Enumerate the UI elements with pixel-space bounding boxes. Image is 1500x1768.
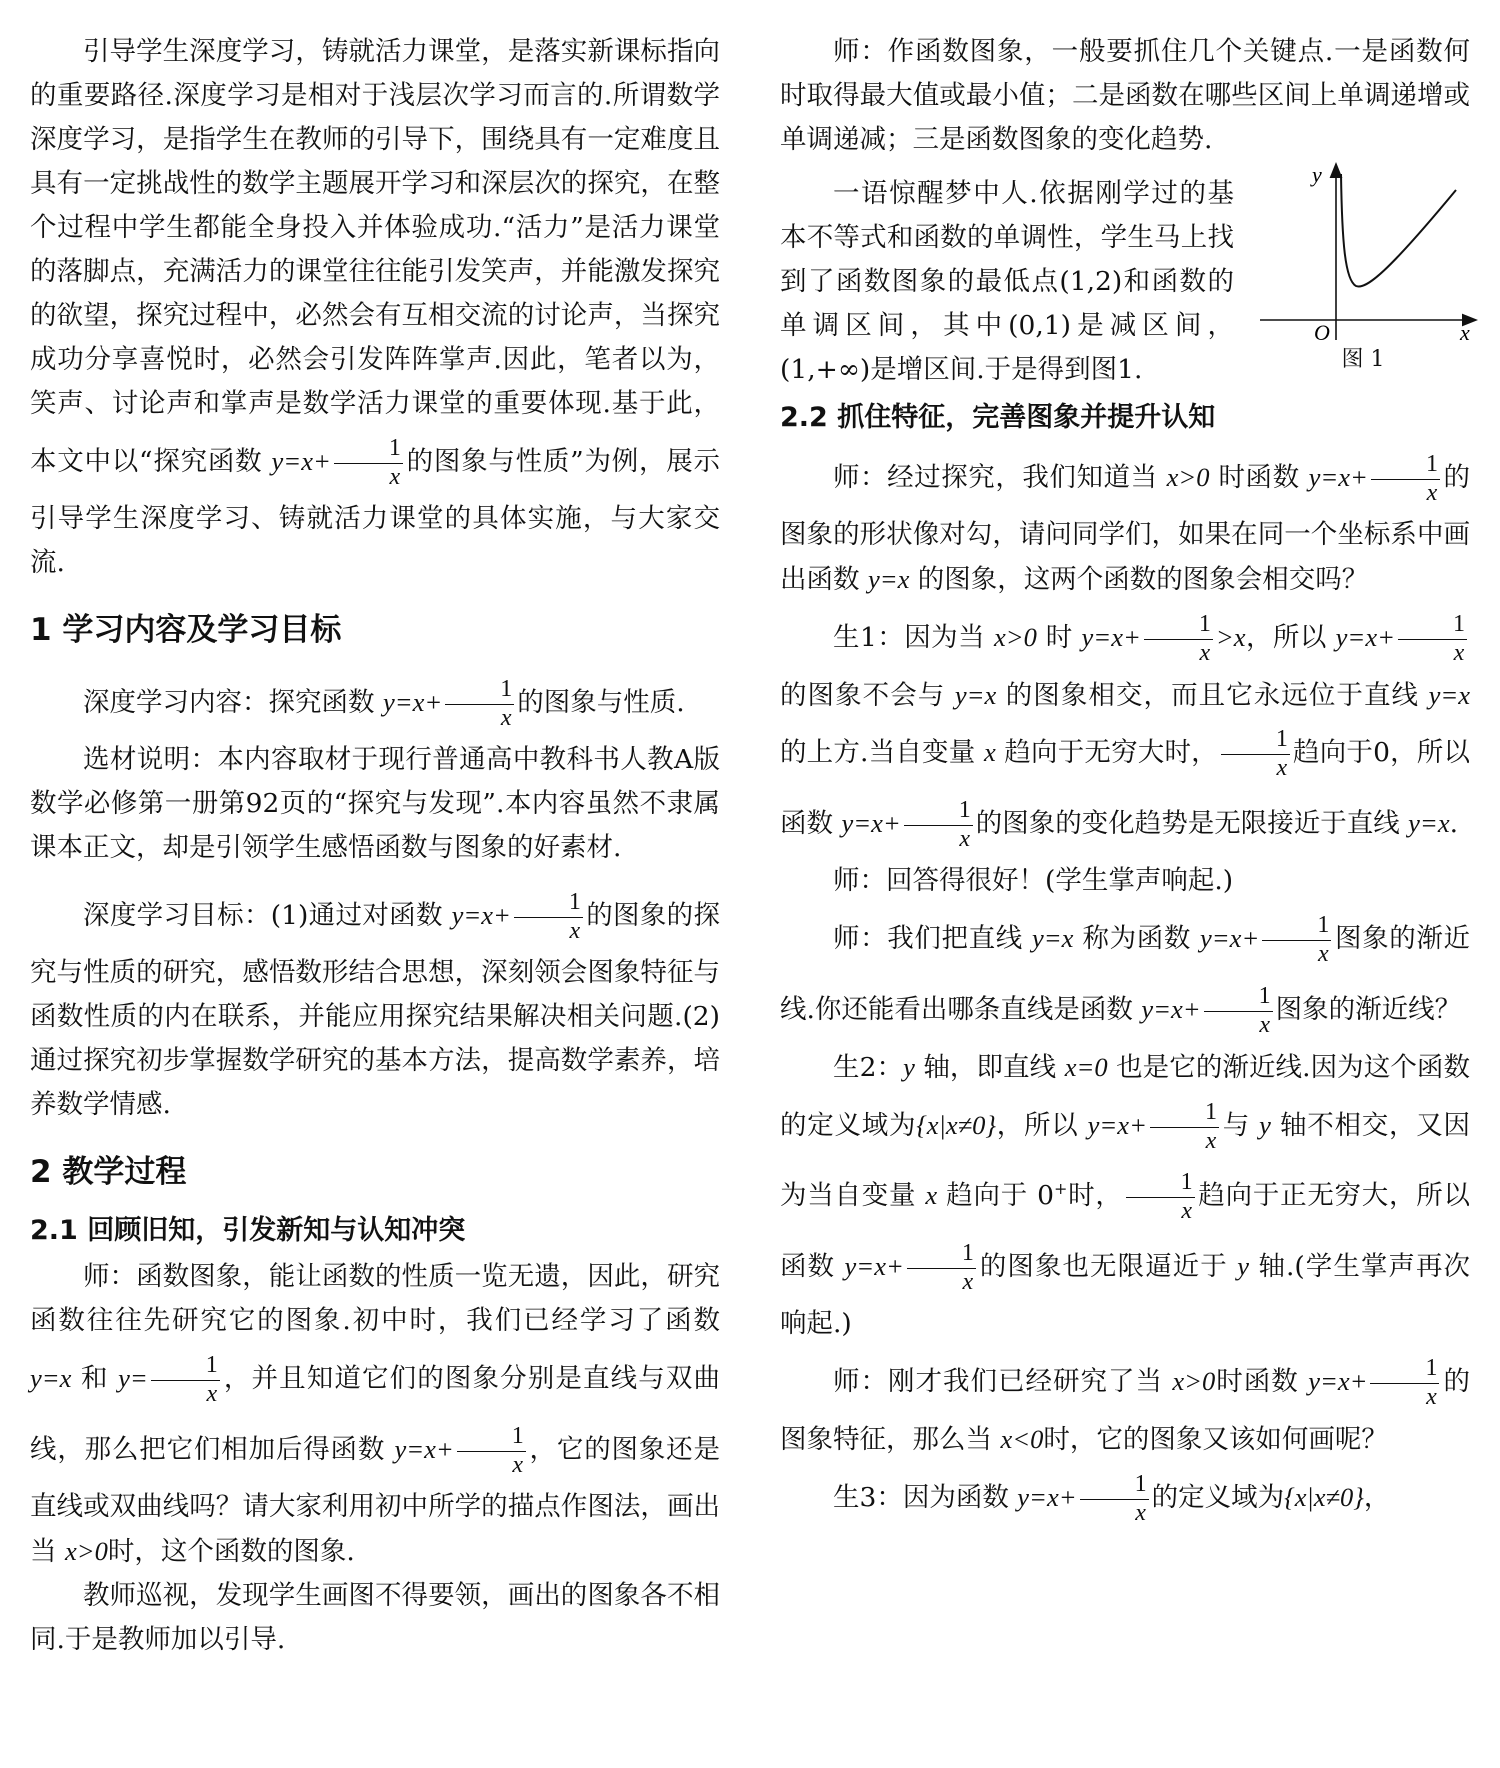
fraction-1-over-x: $\frac{1}{x}$ [1080, 1471, 1149, 1527]
fraction-1-over-x: $\frac{1}{x}$ [334, 435, 403, 491]
y-axis-label: y [1312, 162, 1322, 187]
student-2-answer-paragraph: 生2：y 轴，即直线 x=0 也是它的渐近线.因为这个函数的定义域为{x|x≠0}，所以 y=x+ $\frac{1}{x}$ 与 y 轴不相交，又因为当自变量 x 趋向于 0+时， $\frac{1}{x}$ 趋向于正无穷大，所以函数 y=x+ $\frac{1}{x}$ 的图象也无限逼近于 y 轴.(学生掌声再次响起.) [780, 1052, 1470, 1339]
student-insight-paragraph: 一语惊醒梦中人.依据刚学过的基本不等式和函数的单调性，学生马上找到了函数图象的最低点(1,2)和函数的单调区间，其中(0,1)是减区间，(1,+∞)是增区间.于是得到图1. [780, 178, 1234, 385]
teacher-praise-paragraph: 师：回答得很好！(学生掌声响起.) [833, 865, 1234, 896]
fraction-1-over-x: $\frac{1}{x}$ [1144, 611, 1213, 667]
function-graph [1248, 162, 1478, 342]
origin-label: O [1314, 320, 1330, 342]
fraction-1-over-x: $\frac{1}{x}$ [1221, 726, 1290, 782]
teacher-asymptote-paragraph: 师：我们把直线 y=x 称为函数 y=x+ $\frac{1}{x}$ 图象的渐近线.你还能看出哪条直线是函数 y=x+ $\frac{1}{x}$ 图象的渐近线？ [780, 911, 1470, 1038]
teacher-review-paragraph: 师：函数图象，能让函数的性质一览无遗，因此，研究函数往往先研究它的图象.初中时，我们已经学习了函数 y=x 和 y= $\frac{1}{x}$ ，并且知道它们的图象分别是直线与双曲线，那么把它们相加后得函数 y=x+ $\frac{1}{x}$ ，它的图象还是直线或双曲线吗？请大家利用初中所学的描点作图法，画出当 x>0时，这个函数的图象. [30, 1261, 720, 1567]
teacher-keypoints-paragraph: 师：作函数图象，一般要抓住几个关键点.一是函数何时取得最大值或最小值；二是函数在哪些区间上单调递增或单调递减；三是函数图象的变化趋势. [780, 36, 1470, 155]
fraction-1-over-x: $\frac{1}{x}$ [151, 1352, 220, 1408]
student-3-answer-paragraph: 生3：因为函数 y=x+ $\frac{1}{x}$ 的定义域为{x|x≠0}， [833, 1470, 1391, 1526]
function-curve [1341, 174, 1456, 287]
student-1-answer-paragraph: 生1：因为当 x>0 时 y=x+ $\frac{1}{x}$ >x，所以 y=x+ $\frac{1}{x}$ 的图象不会与 y=x 的图象相交，而且它永远位于直线 y=x 的上方.当自变量 x 趋向于无穷大时， $\frac{1}{x}$ 趋向于0，所以函数 y=x+ $\frac{1}{x}$ 的图象的变化趋势是无限接近于直线 y=x. [780, 610, 1470, 852]
fraction-1-over-x: $\frac{1}{x}$ [1126, 1169, 1195, 1225]
fraction-1-over-x: $\frac{1}{x}$ [1150, 1099, 1219, 1155]
material-note-paragraph: 选材说明：本内容取材于现行普通高中教科书人教A版数学必修第一册第92页的“探究与发现”.本内容虽然不隶属课本正文，却是引领学生感悟函数与图象的好素材. [30, 744, 720, 863]
fraction-1-over-x: $\frac{1}{x}$ [514, 889, 583, 945]
teacher-question-paragraph: 师：经过探究，我们知道当 x>0 时函数 y=x+ $\frac{1}{x}$ 的图象的形状像对勾，请问同学们，如果在同一个坐标系中画出函数 y=x 的图象，这两个函数的图象会相交吗？ [780, 450, 1470, 595]
left-column [30, 30, 720, 1662]
fraction-1-over-x: $\frac{1}{x}$ [1398, 611, 1467, 667]
teacher-negative-question-paragraph: 师：刚才我们已经研究了当 x>0时函数 y=x+ $\frac{1}{x}$ 的图象特征，那么当 x<0时，它的图象又该如何画呢？ [780, 1354, 1470, 1455]
fraction-1-over-x: $\frac{1}{x}$ [1370, 1355, 1439, 1411]
right-column [780, 30, 1470, 1533]
fraction-1-over-x: $\frac{1}{x}$ [1204, 983, 1273, 1039]
fraction-1-over-x: $\frac{1}{x}$ [445, 676, 514, 732]
intro-paragraph: 引导学生深度学习，铸就活力课堂，是落实新课标指向的重要路径.深度学习是相对于浅层次学习而言的.所谓数学深度学习，是指学生在教师的引导下，围绕具有一定难度且具有一定挑战性的数学主题展开学习和深层次的探究，在整个过程中学生都能全身投入并体验成功.“活力”是活力课堂的落脚点，充满活力的课堂往往能引发笑声，并能激发探究的欲望，探究过程中，必然会有互相交流的讨论声，当探究成功分享喜悦时，必然会引发阵阵掌声.因此，笔者以为，笑声、讨论声和掌声是数学活力课堂的重要体现.基于此，本文中以“探究函数 y=x+ $\frac{1}{x}$ 的图象与性质”为例，展示引导学生深度学习、铸就活力课堂的具体实施，与大家交流. [30, 36, 720, 578]
figure-1 [1248, 162, 1478, 377]
fraction-1-over-x: $\frac{1}{x}$ [1262, 912, 1331, 968]
fraction-1-over-x: $\frac{1}{x}$ [457, 1423, 526, 1479]
figure-caption: 图 1 [1341, 347, 1385, 372]
learning-content-paragraph: 深度学习内容：探究函数 y=x+ $\frac{1}{x}$ 的图象与性质. [83, 675, 685, 731]
fraction-1-over-x: $\frac{1}{x}$ [1371, 451, 1440, 507]
teacher-patrol-paragraph: 教师巡视，发现学生画图不得要领，画出的图象各不相同.于是教师加以引导. [30, 1580, 720, 1655]
subsection-heading-2-2: 2.2 抓住特征，完善图象并提升认知 [780, 402, 1216, 433]
learning-goal-paragraph: 深度学习目标：(1)通过对函数 y=x+ $\frac{1}{x}$ 的图象的探究与性质的研究，感悟数形结合思想，深刻领会图象特征与函数性质的内在联系，并能应用探究结果解决相关问题.(2)通过探究初步掌握数学研究的基本方法，提高数学素养，培养数学情感. [30, 888, 720, 1120]
section-heading-1: 1 学习内容及学习目标 [30, 612, 342, 648]
subsection-heading-2-1: 2.1 回顾旧知，引发新知与认知冲突 [30, 1215, 466, 1246]
fraction-1-over-x: $\frac{1}{x}$ [904, 797, 973, 853]
x-axis-label: x [1460, 320, 1470, 342]
fraction-1-over-x: $\frac{1}{x}$ [907, 1240, 976, 1296]
section-heading-2: 2 教学过程 [30, 1154, 187, 1190]
